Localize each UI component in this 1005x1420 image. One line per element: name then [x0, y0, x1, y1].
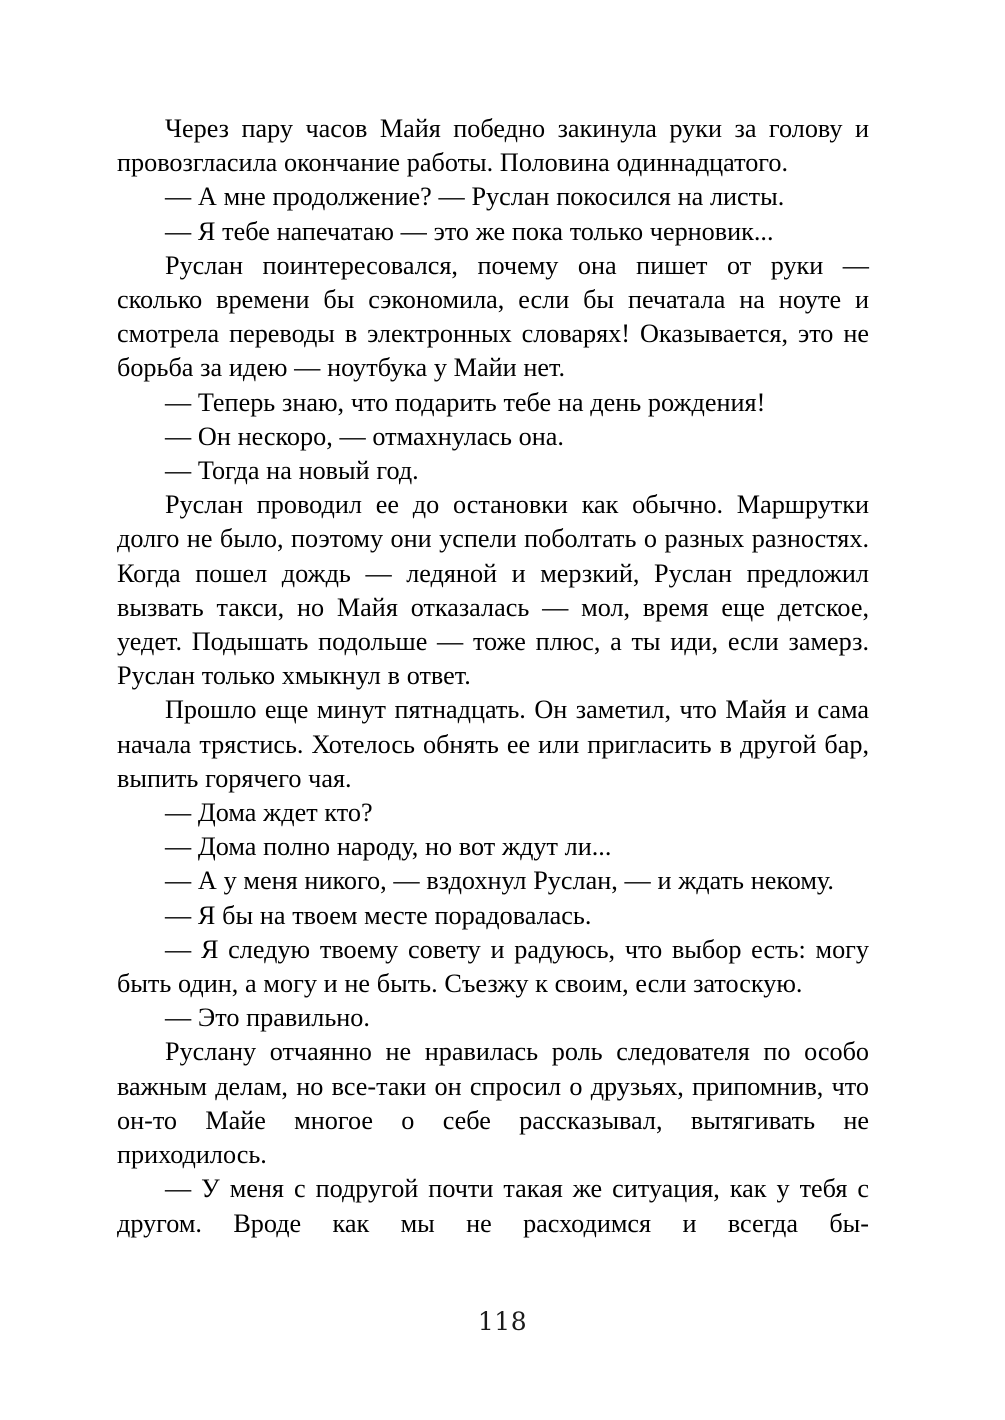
paragraph-dialogue: — Дома ждет кто? — [165, 798, 373, 828]
paragraph-dialogue: — Я следую твоему совету и радуюсь, что выбор есть: могу быть один, а могу и не быть. Съезжу к своим, если затоскую. — [117, 934, 869, 999]
paragraph-dialogue: — Он нескоро, — отмахнулась она. — [165, 421, 564, 451]
page-number: 118 — [477, 1307, 528, 1336]
paragraph-narrative: Руслану отчаянно не нравилась роль следователя по особо важным делам, но все-таки он спросил о друзьях, припомнив, что он-то Майе многое о себе рассказывал, вытягивать не приходилось. — [117, 1037, 869, 1170]
paragraph-dialogue: — Это правильно. — [165, 1003, 370, 1033]
paragraph-dialogue: — Дома полно народу, но вот ждут ли... — [165, 832, 612, 862]
paragraph-dialogue: — Тогда на новый год. — [165, 456, 419, 486]
page-text-column — [117, 112, 869, 1275]
paragraph-dialogue: — Я тебе напечатаю — это же пока только черновик... — [165, 216, 774, 246]
paragraph-dialogue: — У меня с подругой почти такая же ситуация, как у тебя с другом. Вроде как мы не расходимся и всегда бы- — [117, 1174, 869, 1238]
paragraph-dialogue: — А у меня никого, — вздохнул Руслан, — и ждать некому. — [165, 866, 834, 896]
paragraph-narrative: Прошло еще минут пятнадцать. Он заметил, что Майя и сама начала трястись. Хотелось обнять ее или пригласить в другой бар, выпить горячего чая. — [117, 695, 869, 793]
paragraph-narrative: Руслан поинтересовался, почему она пишет от руки — сколько времени бы сэкономила, если бы печатала на ноуте и смотрела переводы в электронных словарях! Оказывается, это не борьба за идею — ноутбука у Майи нет. — [117, 250, 869, 383]
paragraph-dialogue: — Теперь знаю, что подарить тебе на день рождения! — [165, 387, 766, 417]
paragraph-dialogue: — Я бы на твоем месте порадовалась. — [165, 900, 592, 930]
paragraph-dialogue: — А мне продолжение? — Руслан покосился на листы. — [165, 182, 785, 212]
paragraph-narrative: Руслан проводил ее до остановки как обычно. Маршрутки долго не было, поэтому они успели поболтать о разных разностях. Когда пошел дождь — ледяной и мерзкий, Руслан предложил вызвать такси, но Майя отказалась — мол, время еще детское, уедет. Подышать подольше — тоже плюс, а ты иди, если замерз. Руслан только хмыкнул в ответ. — [117, 490, 869, 691]
paragraph-narrative: Через пару часов Майя победно закинула руки за голову и провозгласила окончание работы. Половина одиннадцатого. — [117, 114, 869, 178]
